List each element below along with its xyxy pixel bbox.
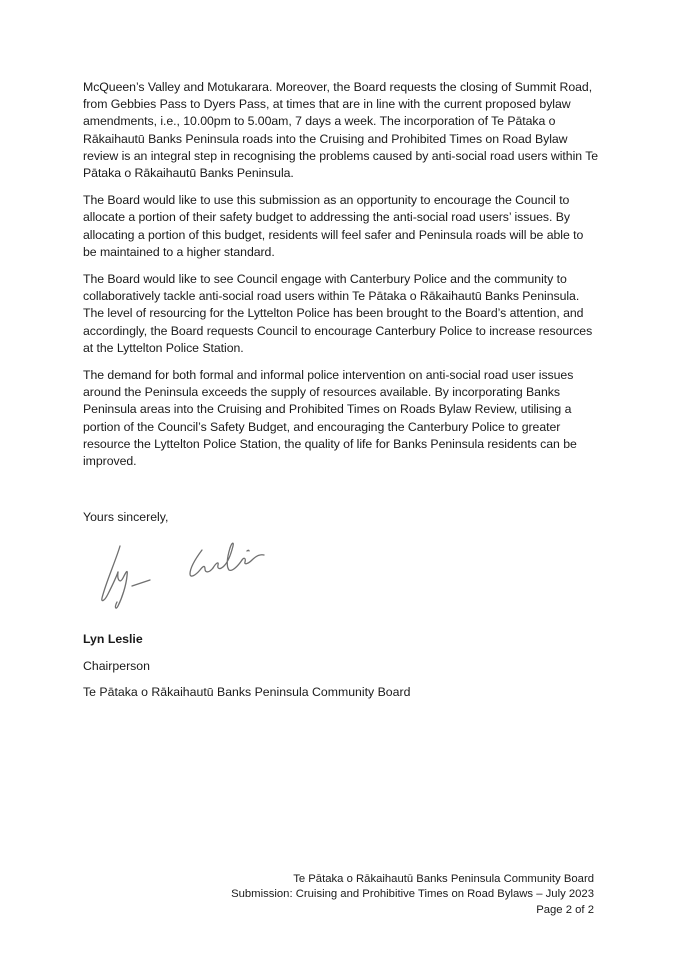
letter-body <box>83 79 599 480</box>
footer-organisation: Te Pātaka o Rākaihautū Banks Peninsula Community Board <box>293 873 594 885</box>
signer-organisation: Te Pātaka o Rākaihautū Banks Peninsula Community Board <box>83 685 411 699</box>
footer-submission-title: Submission: Cruising and Prohibitive Times on Road Bylaws – July 2023 <box>231 888 594 901</box>
paragraph-2: The Board would like to use this submission as an opportunity to encourage the Council to allocate a portion of their safety budget to addressing the anti-social road users’ issues. By allocating a portion of this budget, residents will feel safer and Peninsula roads will be able to be maintained to a higher standard. <box>83 193 584 259</box>
paragraph-1: McQueen’s Valley and Motukarara. Moreover, the Board requests the closing of Summit Road, from Gebbies Pass to Dyers Pass, at times that are in line with the current proposed bylaw amendments, i.e., 10.00pm to 5.00am, 7 days a week. The incorporation of Te Pātaka o Rākaihautū Banks Peninsula roads into the Cruising and Prohibited Times on Road Bylaw review is an integral step in recognising the problems caused by anti-social road users within Te Pātaka o Rākaihautū Banks Peninsula. <box>83 80 599 181</box>
paragraph-3: The Board would like to see Council engage with Canterbury Police and the community to collaboratively tackle anti-social road users within Te Pātaka o Rākaihautū Banks Peninsula. The level of resourcing for the Lyttelton Police has been brought to the Board’s attention, and accordingly, the Board requests Council to encourage Canterbury Police to increase resources at the Lyttelton Police Station. <box>83 272 593 355</box>
signer-name: Lyn Leslie <box>83 632 143 646</box>
page-footer <box>231 872 594 918</box>
closing-salutation: Yours sincerely, <box>83 510 169 524</box>
signer-title: Chairperson <box>83 659 150 673</box>
paragraph-4: The demand for both formal and informal police intervention on anti-social road user issues around the Peninsula exceeds the supply of resources available. By incorporating Banks Peninsula areas into the Cruising and Prohibited Times on Roads Bylaw Review, utilising a portion of the Council’s Safety Budget, and encouraging the Canterbury Police to greater resource the Lyttelton Police Station, the quality of life for Banks Peninsula residents can be improved. <box>83 368 577 469</box>
handwritten-signature <box>92 532 282 614</box>
page-number: Page 2 of 2 <box>536 903 594 916</box>
